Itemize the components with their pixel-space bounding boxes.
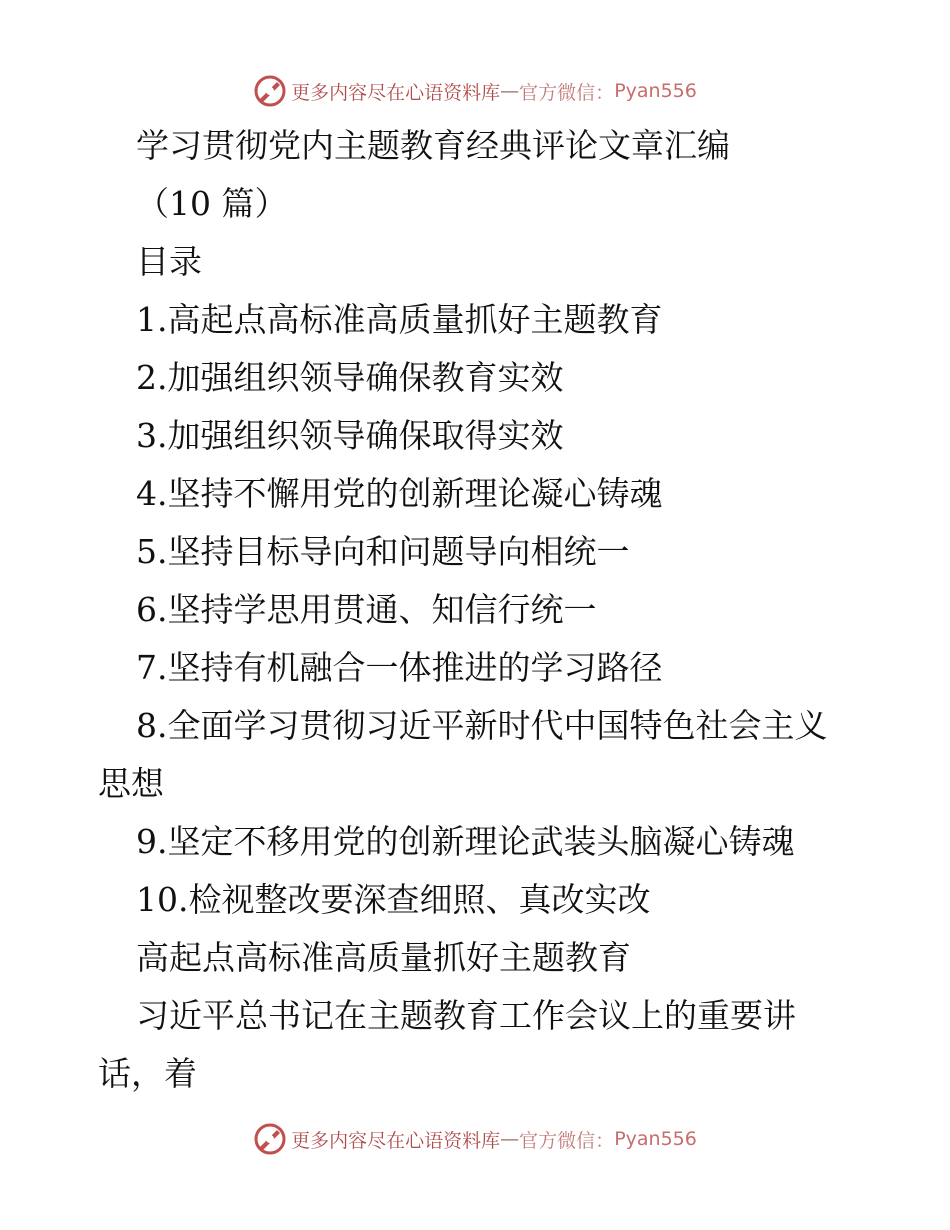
document-body [98, 117, 858, 1103]
document-title-line2: （10 篇） [136, 184, 288, 223]
watermark-banner-top [0, 71, 950, 111]
pen-logo-icon [253, 1122, 287, 1156]
watermark-promo-text: 更多内容尽在心语资料库 [291, 81, 501, 104]
section-title: 高起点高标准高质量抓好主题教育 [136, 938, 631, 977]
watermark-wechat-id: Pyan556 [614, 80, 697, 102]
toc-item: 5.坚持目标导向和问题导向相统一 [136, 532, 630, 571]
watermark-wechat-label: 官方微信： [519, 1129, 615, 1152]
toc-item-continuation: 思想 [98, 764, 164, 803]
toc-item: 8.全面学习贯彻习近平新时代中国特色社会主义 [136, 706, 828, 745]
toc-item: 7.坚持有机融合一体推进的学习路径 [136, 648, 663, 687]
toc-item: 6.坚持学思用贯通、知信行统一 [136, 590, 597, 629]
body-paragraph-line: 习近平总书记在主题教育工作会议上的重要讲 [136, 996, 796, 1035]
watermark-wechat-label: 官方微信： [519, 81, 615, 104]
watermark-dash: — [500, 80, 520, 102]
toc-item: 2.加强组织领导确保教育实效 [136, 358, 564, 397]
toc-item: 10.检视整改要深查细照、真改实改 [136, 880, 651, 919]
watermark-dash: — [500, 1128, 520, 1150]
watermark-banner-bottom [0, 1119, 950, 1159]
body-paragraph-line: 话，着 [98, 1054, 197, 1093]
toc-heading: 目录 [136, 242, 202, 281]
watermark-wechat-id: Pyan556 [614, 1128, 697, 1150]
toc-item: 4.坚持不懈用党的创新理论凝心铸魂 [136, 474, 663, 513]
toc-item: 3.加强组织领导确保取得实效 [136, 416, 564, 455]
toc-item: 9.坚定不移用党的创新理论武装头脑凝心铸魂 [136, 822, 795, 861]
pen-logo-icon [253, 74, 287, 108]
document-title-line1: 学习贯彻党内主题教育经典评论文章汇编 [136, 126, 730, 165]
watermark-promo-text: 更多内容尽在心语资料库 [291, 1129, 501, 1152]
toc-item: 1.高起点高标准高质量抓好主题教育 [136, 300, 663, 339]
